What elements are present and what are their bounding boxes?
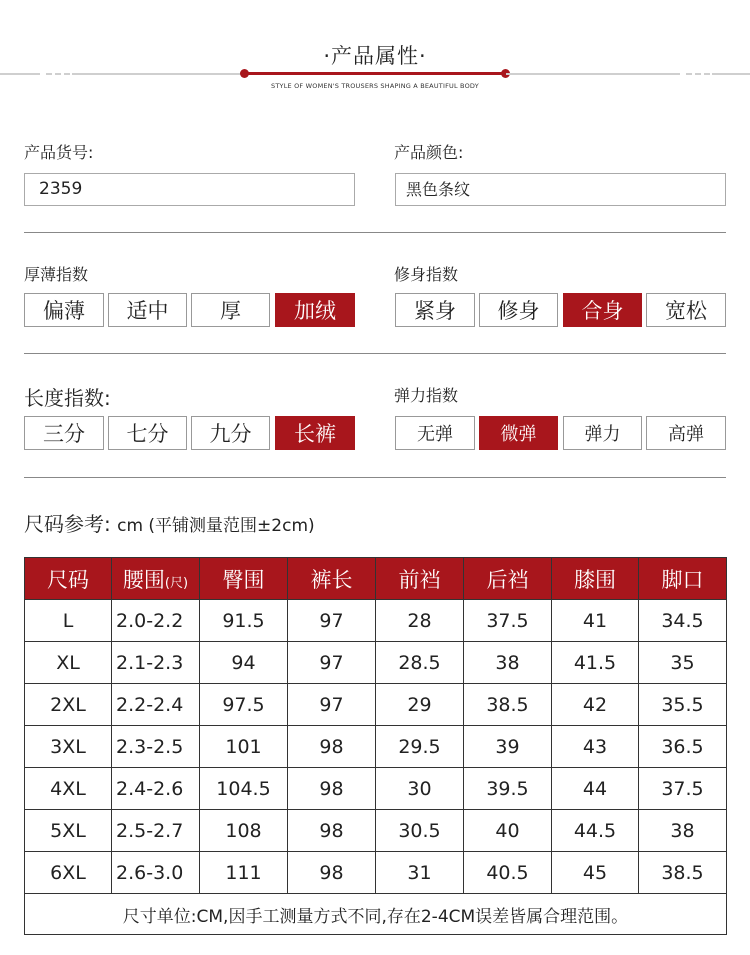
- cell-hip: 108: [200, 810, 288, 852]
- header-line-right-inner: [506, 73, 680, 75]
- cell-size: 2XL: [25, 684, 112, 726]
- sku-field: 2359: [24, 173, 355, 206]
- cell-size: XL: [25, 642, 112, 684]
- cell-front-rise: 29.5: [376, 726, 464, 768]
- cell-size: 6XL: [25, 852, 112, 894]
- header-cell-front-rise: 前裆: [376, 558, 464, 600]
- cell-length: 98: [288, 726, 376, 768]
- cell-back-rise: 39.5: [464, 768, 552, 810]
- cell-knee: 41: [552, 600, 639, 642]
- thickness-option-thick: 厚: [191, 293, 270, 327]
- cell-knee: 42: [552, 684, 639, 726]
- thickness-option-fleece: 加绒: [275, 293, 355, 327]
- table-row: [25, 684, 727, 726]
- divider: [24, 232, 726, 233]
- page-title: ·产品属性·: [323, 44, 427, 68]
- cell-front-rise: 28.5: [376, 642, 464, 684]
- cell-hip: 91.5: [200, 600, 288, 642]
- thickness-label: 厚薄指数: [24, 265, 89, 284]
- cell-knee: 43: [552, 726, 639, 768]
- cell-length: 97: [288, 684, 376, 726]
- cell-waist: 2.6-3.0: [112, 852, 200, 894]
- page-subtitle: STYLE OF WOMEN'S TROUSERS SHAPING A BEAUTIFUL BODY: [271, 82, 479, 90]
- header-cell-hem: 脚口: [639, 558, 727, 600]
- length-option-nine: 九分: [191, 416, 270, 450]
- fit-option-slim: 修身: [479, 293, 558, 327]
- cell-knee: 41.5: [552, 642, 639, 684]
- table-row: [25, 768, 727, 810]
- header-accent-dot-left: [240, 69, 249, 78]
- cell-size: L: [25, 600, 112, 642]
- cell-hem: 36.5: [639, 726, 727, 768]
- cell-length: 98: [288, 768, 376, 810]
- cell-size: 3XL: [25, 726, 112, 768]
- size-table: [24, 557, 727, 935]
- size-chart-title-text: 尺码参考:: [24, 512, 111, 536]
- thickness-option-medium: 适中: [108, 293, 187, 327]
- cell-length: 98: [288, 810, 376, 852]
- fit-option-loose: 宽松: [646, 293, 726, 327]
- length-option-seven: 七分: [108, 416, 187, 450]
- cell-back-rise: 40.5: [464, 852, 552, 894]
- cell-hip: 111: [200, 852, 288, 894]
- header-cell-back-rise: 后裆: [464, 558, 552, 600]
- cell-hip: 101: [200, 726, 288, 768]
- elasticity-label: 弹力指数: [394, 386, 459, 405]
- table-row: [25, 726, 727, 768]
- cell-waist: 2.4-2.6: [112, 768, 200, 810]
- fit-option-tight: 紧身: [395, 293, 475, 327]
- header-accent-line: [244, 72, 506, 75]
- size-chart-note: cm (平铺测量范围±2cm): [117, 516, 315, 536]
- header-cell-knee: 膝围: [552, 558, 639, 600]
- header-dash: [55, 73, 61, 75]
- table-row: [25, 810, 727, 852]
- cell-front-rise: 30: [376, 768, 464, 810]
- size-chart-title: [24, 508, 315, 537]
- color-label: 产品颜色:: [394, 143, 464, 162]
- table-row: [25, 600, 727, 642]
- cell-hem: 34.5: [639, 600, 727, 642]
- sku-label: 产品货号:: [24, 143, 94, 162]
- cell-knee: 44.5: [552, 810, 639, 852]
- header-cell-size: 尺码: [25, 558, 112, 600]
- header-dash: [64, 73, 70, 75]
- cell-knee: 45: [552, 852, 639, 894]
- cell-back-rise: 38.5: [464, 684, 552, 726]
- cell-back-rise: 40: [464, 810, 552, 852]
- length-option-long: 长裤: [275, 416, 355, 450]
- cell-hem: 37.5: [639, 768, 727, 810]
- divider: [24, 353, 726, 354]
- header-cell-length: 裤长: [288, 558, 376, 600]
- cell-waist: 2.5-2.7: [112, 810, 200, 852]
- elasticity-option-slight: 微弹: [479, 416, 558, 450]
- table-row: [25, 642, 727, 684]
- divider: [24, 477, 726, 478]
- elasticity-option-stretch: 弹力: [563, 416, 642, 450]
- cell-hem: 35: [639, 642, 727, 684]
- header-dash: [704, 73, 710, 75]
- header-line-left: [0, 73, 40, 75]
- header-dash: [686, 73, 692, 75]
- length-label: 长度指数:: [24, 386, 111, 410]
- cell-size: 5XL: [25, 810, 112, 852]
- table-row: [25, 852, 727, 894]
- cell-back-rise: 39: [464, 726, 552, 768]
- cell-front-rise: 30.5: [376, 810, 464, 852]
- size-footnote: 尺寸单位:CM,因手工测量方式不同,存在2-4CM误差皆属合理范围。: [25, 894, 727, 935]
- cell-length: 98: [288, 852, 376, 894]
- fit-label: 修身指数: [394, 265, 459, 284]
- header-waist-unit: (尺): [164, 575, 189, 591]
- cell-length: 97: [288, 642, 376, 684]
- cell-length: 97: [288, 600, 376, 642]
- cell-hip: 104.5: [200, 768, 288, 810]
- size-table-footer: [25, 894, 727, 935]
- cell-hip: 97.5: [200, 684, 288, 726]
- size-table-header: [25, 558, 727, 600]
- cell-waist: 2.1-2.3: [112, 642, 200, 684]
- color-field: 黑色条纹: [395, 173, 726, 206]
- elasticity-option-none: 无弹: [395, 416, 475, 450]
- cell-back-rise: 37.5: [464, 600, 552, 642]
- cell-waist: 2.2-2.4: [112, 684, 200, 726]
- cell-hip: 94: [200, 642, 288, 684]
- header-waist-text: 腰围: [122, 567, 165, 592]
- header-cell-waist: [112, 558, 200, 600]
- elasticity-option-high: 高弹: [646, 416, 726, 450]
- header-line-left-inner: [72, 73, 244, 75]
- header-dash: [46, 73, 52, 75]
- cell-hem: 38: [639, 810, 727, 852]
- cell-hem: 35.5: [639, 684, 727, 726]
- cell-front-rise: 28: [376, 600, 464, 642]
- cell-knee: 44: [552, 768, 639, 810]
- cell-waist: 2.0-2.2: [112, 600, 200, 642]
- header-line-right: [712, 73, 750, 75]
- cell-waist: 2.3-2.5: [112, 726, 200, 768]
- header-cell-hip: 臀围: [200, 558, 288, 600]
- cell-size: 4XL: [25, 768, 112, 810]
- fit-option-regular: 合身: [563, 293, 642, 327]
- cell-hem: 38.5: [639, 852, 727, 894]
- cell-front-rise: 29: [376, 684, 464, 726]
- cell-front-rise: 31: [376, 852, 464, 894]
- thickness-option-thin: 偏薄: [24, 293, 104, 327]
- cell-back-rise: 38: [464, 642, 552, 684]
- length-option-short: 三分: [24, 416, 104, 450]
- header-dash: [695, 73, 701, 75]
